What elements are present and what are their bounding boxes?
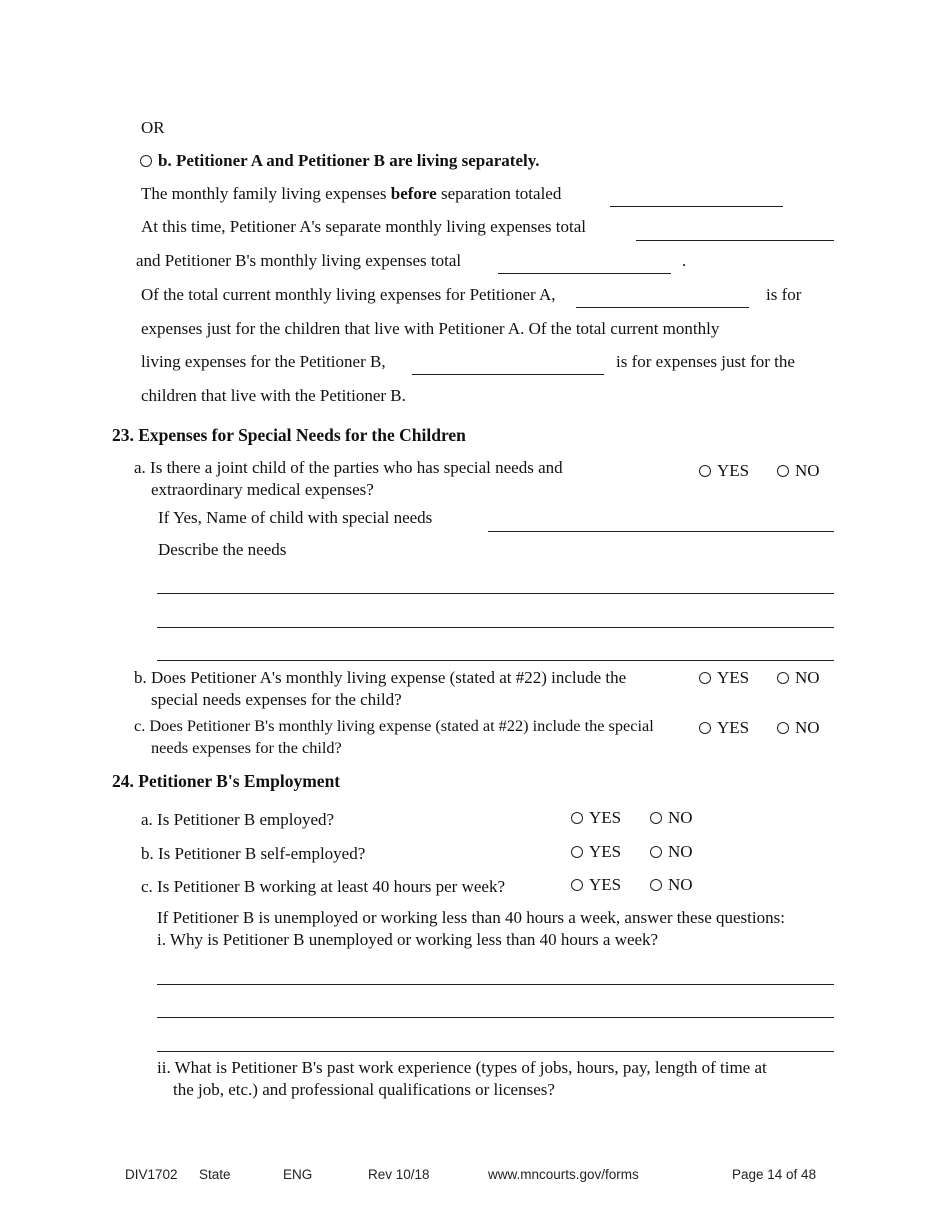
question-24c: c. Is Petitioner B working at least 40 hours per week? xyxy=(141,877,505,896)
section-24-heading: 24. Petitioner B's Employment xyxy=(112,771,341,791)
question-23c-yes[interactable] xyxy=(699,718,749,738)
children-a-suffix-text: expenses just for the children that live with Petitioner A. Of the total current monthly xyxy=(141,319,720,338)
option-b-label: b. Petitioner A and Petitioner B are living separately. xyxy=(158,151,540,170)
question-24a: a. Is Petitioner B employed? xyxy=(141,810,335,829)
radio-circle-icon[interactable] xyxy=(777,722,789,734)
before-separation-prefix: The monthly family living expenses xyxy=(141,184,391,203)
child-name-field[interactable] xyxy=(488,531,834,532)
question-24a-yes[interactable] xyxy=(571,808,621,828)
children-b-suffix-text: children that live with the Petitioner B. xyxy=(141,386,406,405)
children-b-expenses-field[interactable] xyxy=(412,374,604,375)
question-23b-no[interactable] xyxy=(777,668,820,688)
yes-label: YES xyxy=(589,842,622,861)
yes-label: YES xyxy=(717,718,750,737)
footer-jurisdiction: State xyxy=(199,1167,231,1182)
no-label: NO xyxy=(668,808,693,827)
answer-i-line-2[interactable] xyxy=(157,1017,834,1018)
question-24-ii-line1: ii. What is Petitioner B's past work experience (types of jobs, hours, pay, length of time at xyxy=(157,1058,767,1077)
question-24-i: i. Why is Petitioner B unemployed or working less than 40 hours a week? xyxy=(157,930,659,949)
children-b-prefix-text: living expenses for the Petitioner B, xyxy=(141,352,386,371)
question-23a-yes[interactable] xyxy=(699,461,749,481)
children-a-prefix-text: Of the total current monthly living expenses for Petitioner A, xyxy=(141,285,556,304)
is-for-label: is for xyxy=(766,285,802,304)
question-23a-line2: extraordinary medical expenses? xyxy=(151,480,374,499)
describe-needs-line-2[interactable] xyxy=(157,627,834,628)
no-label: NO xyxy=(795,461,820,480)
option-b-living-separately[interactable] xyxy=(140,151,540,171)
petitioner-a-separate-text: At this time, Petitioner A's separate monthly living expenses total xyxy=(141,217,586,236)
radio-circle-icon[interactable] xyxy=(571,879,583,891)
question-24b-no[interactable] xyxy=(650,842,693,862)
section-23-heading: 23. Expenses for Special Needs for the Children xyxy=(112,425,466,445)
no-label: NO xyxy=(668,875,693,894)
before-separation-total-field[interactable] xyxy=(610,206,783,207)
radio-circle-icon[interactable] xyxy=(571,812,583,824)
answer-i-line-1[interactable] xyxy=(157,984,834,985)
radio-circle-icon[interactable] xyxy=(699,465,711,477)
question-23c-line2: needs expenses for the child? xyxy=(151,738,342,757)
question-24b: b. Is Petitioner B self-employed? xyxy=(141,844,366,863)
radio-circle-icon[interactable] xyxy=(777,465,789,477)
before-emphasis: before xyxy=(390,184,437,203)
radio-circle-icon[interactable] xyxy=(571,846,583,858)
petitioner-b-expenses-text: and Petitioner B's monthly living expenses total xyxy=(136,251,462,270)
footer-language: ENG xyxy=(283,1167,313,1182)
radio-circle-icon[interactable] xyxy=(140,155,152,167)
question-23a-no[interactable] xyxy=(777,461,820,481)
yes-label: YES xyxy=(717,461,750,480)
yes-label: YES xyxy=(589,875,622,894)
question-24b-yes[interactable] xyxy=(571,842,621,862)
children-a-expenses-field[interactable] xyxy=(576,307,749,308)
yes-label: YES xyxy=(717,668,750,687)
footer-url[interactable]: www.mncourts.gov/forms xyxy=(488,1167,639,1182)
question-24-ii-line2: the job, etc.) and professional qualifications or licenses? xyxy=(173,1080,555,1099)
question-23b-line2: special needs expenses for the child? xyxy=(151,690,402,709)
radio-circle-icon[interactable] xyxy=(650,846,662,858)
radio-circle-icon[interactable] xyxy=(699,722,711,734)
footer-revision: Rev 10/18 xyxy=(368,1167,430,1182)
radio-circle-icon[interactable] xyxy=(650,879,662,891)
no-label: NO xyxy=(668,842,693,861)
describe-needs-line-1[interactable] xyxy=(157,593,834,594)
describe-needs-line-3[interactable] xyxy=(157,660,834,661)
yes-label: YES xyxy=(589,808,622,827)
petitioner-b-expenses-total-field[interactable] xyxy=(498,273,671,274)
no-label: NO xyxy=(795,718,820,737)
footer-form-id: DIV1702 xyxy=(125,1167,178,1182)
question-23b-yes[interactable] xyxy=(699,668,749,688)
question-23c-line1: c. Does Petitioner B's monthly living expense (stated at #22) include the special xyxy=(134,716,654,735)
answer-i-line-3[interactable] xyxy=(157,1051,834,1052)
before-separation-suffix: separation totaled xyxy=(436,184,562,203)
footer-page-number: Page 14 of 48 xyxy=(732,1167,817,1182)
no-label: NO xyxy=(795,668,820,687)
question-24c-no[interactable] xyxy=(650,875,693,895)
question-24a-no[interactable] xyxy=(650,808,693,828)
child-name-label: If Yes, Name of child with special needs xyxy=(158,508,433,527)
before-separation-text xyxy=(141,184,561,204)
or-label: OR xyxy=(141,118,165,137)
radio-circle-icon[interactable] xyxy=(699,672,711,684)
radio-circle-icon[interactable] xyxy=(650,812,662,824)
children-b-mid-text: is for expenses just for the xyxy=(616,352,795,371)
petitioner-a-separate-total-field[interactable] xyxy=(636,240,834,241)
question-23a-line1: a. Is there a joint child of the parties who has special needs and xyxy=(134,458,563,477)
question-23b-line1: b. Does Petitioner A's monthly living expense (stated at #22) include the xyxy=(134,668,627,687)
radio-circle-icon[interactable] xyxy=(777,672,789,684)
question-24c-yes[interactable] xyxy=(571,875,621,895)
describe-needs-label: Describe the needs xyxy=(158,540,287,559)
instruction-text: If Petitioner B is unemployed or working less than 40 hours a week, answer these questions: xyxy=(157,908,785,927)
period: . xyxy=(682,251,687,270)
question-23c-no[interactable] xyxy=(777,718,820,738)
